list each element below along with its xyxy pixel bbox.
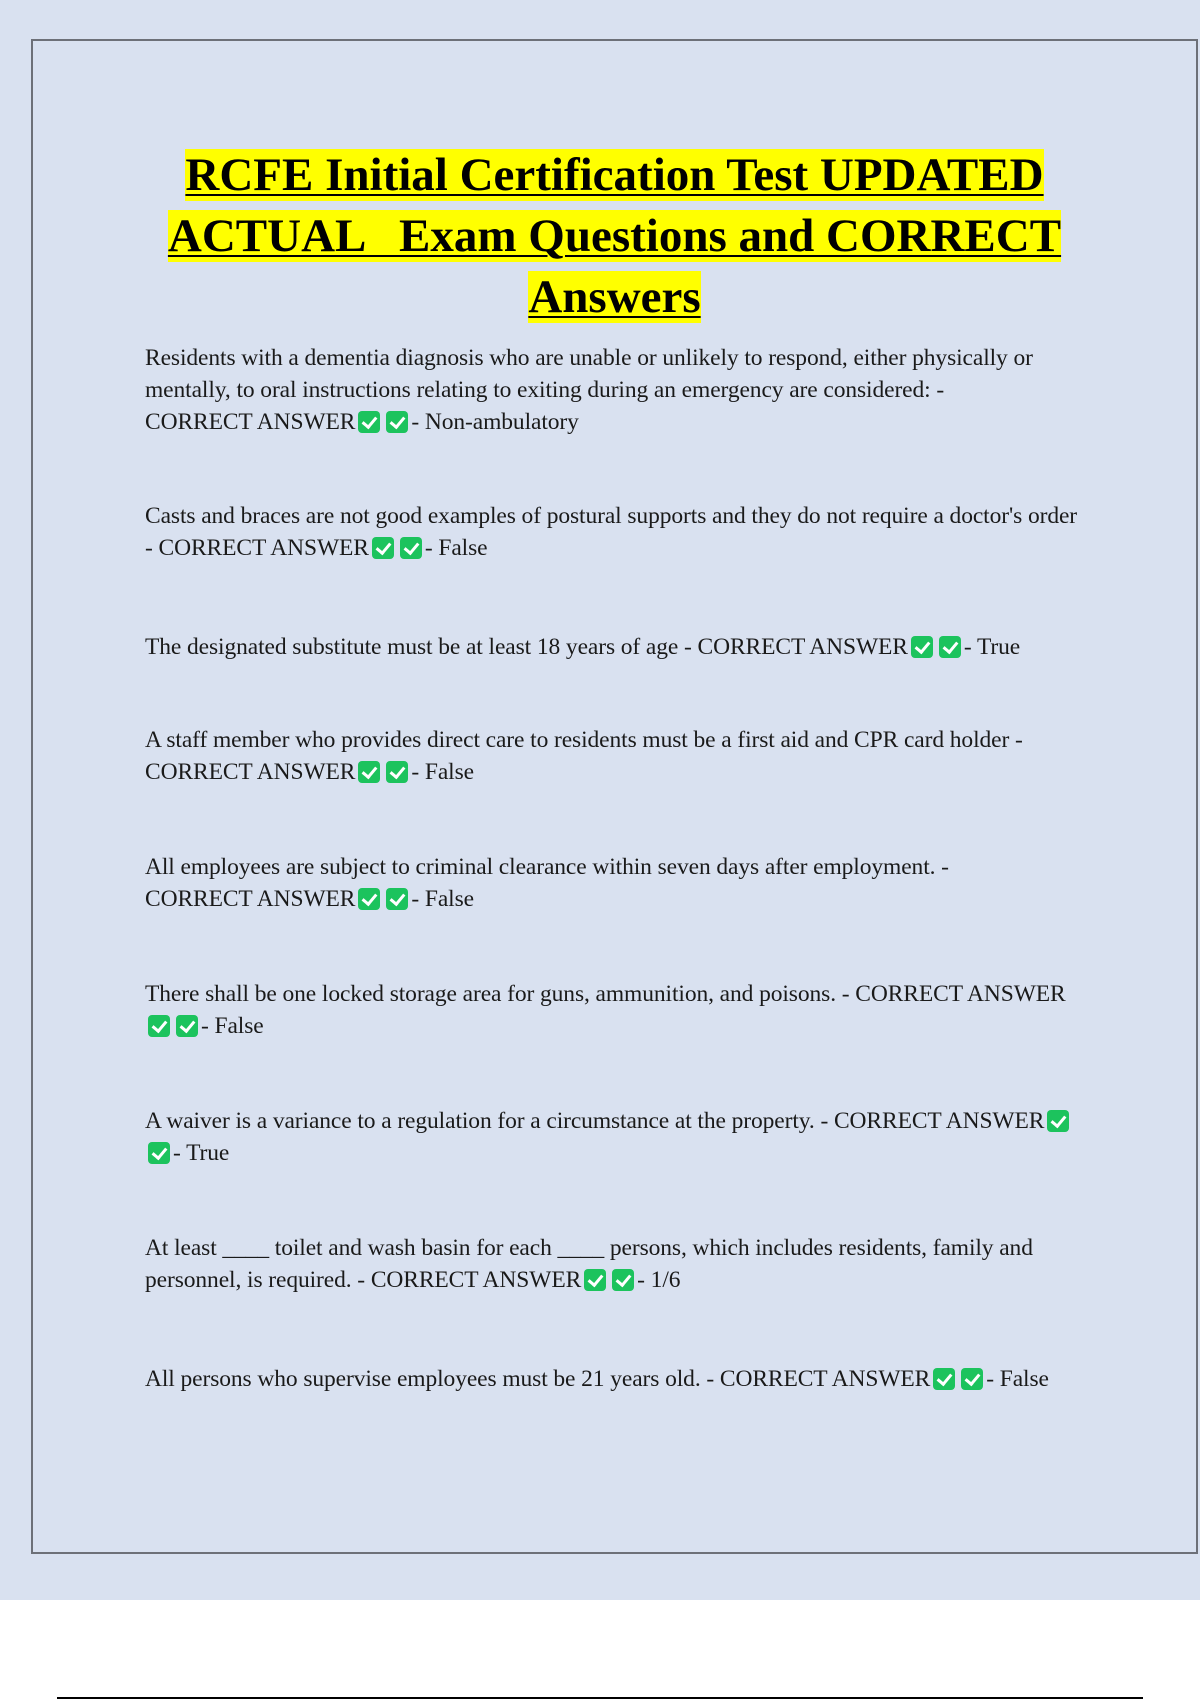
qa-item xyxy=(145,851,1090,915)
check-mark-icon xyxy=(148,1015,170,1037)
check-mark-icon xyxy=(584,1269,606,1291)
qa-item xyxy=(145,500,1090,564)
answer-text: - False xyxy=(201,1013,264,1039)
answer-label: CORRECT ANSWER xyxy=(145,409,356,435)
qa-item xyxy=(145,631,1090,663)
answer-label: CORRECT ANSWER xyxy=(719,1366,931,1392)
check-mark-icon xyxy=(939,636,961,658)
answer-text: - Non-ambulatory xyxy=(411,409,579,435)
qa-item xyxy=(145,1363,1090,1395)
check-mark-icon xyxy=(386,411,408,433)
check-mark-icon xyxy=(911,636,933,658)
title-line-3: Answers xyxy=(528,271,701,323)
answer-label: CORRECT ANSWER xyxy=(833,1108,1045,1134)
title-line-2: ACTUAL Exam Questions and CORRECT xyxy=(167,210,1062,262)
qa-item xyxy=(145,342,1090,438)
answer-label: CORRECT ANSWER xyxy=(145,886,356,912)
answer-text: - True xyxy=(173,1140,230,1166)
title-line-1: RCFE Initial Certification Test UPDATED xyxy=(185,149,1044,201)
check-mark-icon xyxy=(358,888,380,910)
check-mark-icon xyxy=(612,1269,634,1291)
answer-text: - 1/6 xyxy=(637,1267,681,1293)
check-mark-icon xyxy=(1047,1110,1069,1132)
check-mark-icon xyxy=(386,888,408,910)
check-mark-icon xyxy=(176,1015,198,1037)
qa-item xyxy=(145,1105,1090,1169)
check-mark-icon xyxy=(372,537,394,559)
qa-item xyxy=(145,978,1090,1042)
answer-label: CORRECT ANSWER xyxy=(158,535,369,561)
check-mark-icon xyxy=(400,537,422,559)
answer-text: - False xyxy=(411,886,474,912)
answer-label: CORRECT ANSWER xyxy=(697,634,908,660)
check-mark-icon xyxy=(933,1368,955,1390)
answer-label: CORRECT ANSWER xyxy=(145,759,356,785)
check-mark-icon xyxy=(358,411,380,433)
check-mark-icon xyxy=(358,761,380,783)
question-text: The designated substitute must be at least 18 years of age - xyxy=(145,634,692,660)
question-text: All persons who supervise employees must be 21 years old. - xyxy=(145,1366,715,1392)
question-text: There shall be one locked storage area for guns, ammunition, and poisons. - xyxy=(145,981,850,1007)
answer-label: CORRECT ANSWER xyxy=(855,981,1066,1007)
question-text: A staff member who provides direct care to residents must be a first aid and CPR card holder - xyxy=(145,727,1023,753)
answer-text: - True xyxy=(963,634,1021,660)
qa-item xyxy=(145,1232,1090,1296)
qa-item xyxy=(145,724,1090,788)
question-text: Residents with a dementia diagnosis who are unable or unlikely to respond, either physically or mentally, to oral instructions relating to exiting during an emergency are considered: - xyxy=(145,345,1033,403)
document-title xyxy=(31,145,1198,328)
question-text: At least ____ toilet and wash basin for each ____ persons, which includes residents, family and personnel, is required. - xyxy=(145,1235,1033,1293)
question-text: Casts and braces are not good examples of postural supports and they do not require a doctor's order - xyxy=(145,503,1078,561)
answer-text: - False xyxy=(411,759,474,785)
question-text: All employees are subject to criminal clearance within seven days after employment. - xyxy=(145,854,949,880)
question-text: A waiver is a variance to a regulation for a circumstance at the property. - xyxy=(145,1108,829,1134)
check-mark-icon xyxy=(961,1368,983,1390)
footer-divider xyxy=(57,1697,1143,1699)
answer-label: CORRECT ANSWER xyxy=(370,1267,582,1293)
check-mark-icon xyxy=(386,761,408,783)
answer-text: - False xyxy=(986,1366,1049,1392)
check-mark-icon xyxy=(148,1142,170,1164)
answer-text: - False xyxy=(424,535,488,561)
